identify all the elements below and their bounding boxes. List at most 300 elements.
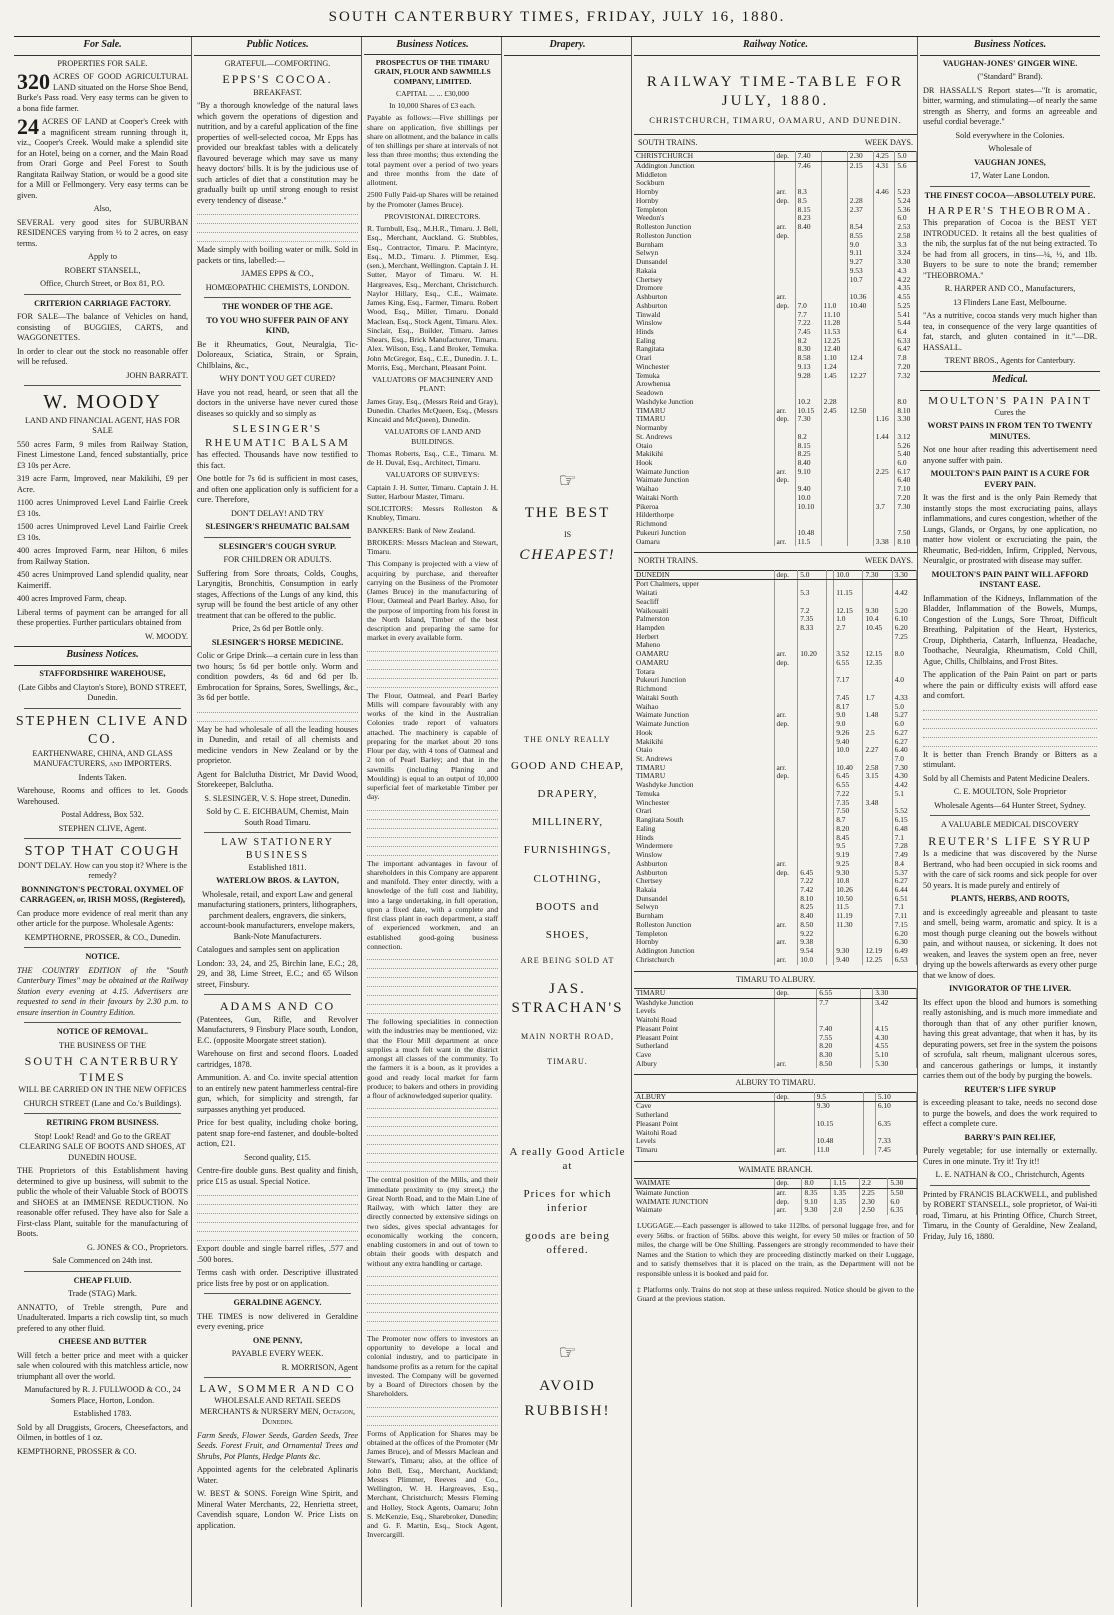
ginger-wine-brand: ("Standard" Brand). [977,72,1043,82]
balsam-text: One bottle for 7s 6d is sufficient in most cases, and often one application only is sufficient for a cure. Therefore, [197,474,358,505]
discovery-heading: A VALUABLE MEDICAL DISCOVERY [941,820,1079,830]
timetable-row [634,998,917,1007]
train-time [873,223,895,232]
arr-dep [774,580,798,589]
train-time: 6.44 [892,886,916,895]
timaru-heading: ALBURY TO TIMARU. [634,1074,917,1091]
train-time: 8.45 [834,834,863,843]
train-time: 7.30 [892,764,916,773]
train-time [798,799,827,808]
train-time [827,755,834,764]
drapery-goods: goods are being offered. [525,1230,610,1257]
timetable-row [634,694,917,703]
timetable-row [634,398,917,407]
arr-dep [774,825,798,834]
timetable-row [634,179,917,188]
albury-timetable [634,988,917,1069]
timetable-row [634,433,917,442]
train-time: 6.53 [892,956,916,965]
train-time: 11.19 [834,912,863,921]
station-name: Tinwald [634,311,774,320]
train-time: 11.15 [834,589,863,598]
column-public-notices [194,37,362,1607]
station-name: Temuka [634,372,774,381]
station-name: Hilderthorpe [634,511,774,520]
timetable-row [634,869,917,878]
train-time: 8.0 [895,398,917,407]
train-time [795,511,821,520]
timetable-row [634,1051,917,1060]
train-time [892,659,916,668]
moody-sub: LAND AND FINANCIAL AGENT, HAS FOR SALE [24,415,181,436]
train-time [798,694,827,703]
horse-text: May be had wholesale of all the leading houses in Dunedin, and retail of all chemists and medicine vendors in New Zealand or by the proprietor. [197,724,358,766]
train-time [863,886,892,895]
train-time [827,589,834,598]
somner-agents: Appointed agents for the celebrated Aplinaris Water. [197,1465,358,1485]
train-time [873,249,895,258]
theobroma-heading: HARPER'S THEOBROMA. [927,205,1093,218]
train-time: 5.10 [875,1092,916,1102]
train-time: 11.28 [821,319,847,328]
station-name: Middleton [634,171,774,180]
pointing-hand-icon: ☞ [558,1342,577,1365]
arr-dep: arr. [774,764,798,773]
train-time [847,538,873,547]
prospectus-body: The following specialities in connection with the industries may be mentioned, viz: that the Flour Mill department at once supplies a much felt want in the district amongst all classes of the community. To the farmers it is a boon, as it provides a good and ready local market for farm produce; to bakers and others in providing a flour of acknowledged superior quality. [367,1017,498,1101]
train-time: 7.22 [798,877,827,886]
train-time: 11.10 [821,311,847,320]
train-time: 8.50 [817,1060,861,1069]
staffordshire-address: (Late Gibbs and Clayton's Store), BOND STREET, Dunedin. [18,682,187,703]
train-time [821,232,847,241]
clive-postal: Postal Address, Box 532. [61,810,144,819]
train-time: 5.40 [895,450,917,459]
train-time: 5.41 [895,311,917,320]
wonder-text: Be it Rheumatics, Gout, Neuralgia, Tic-Doloreaux, Sciatica, Strain, or Sprain, Chilblains, &c., [197,339,358,370]
train-time [847,424,873,433]
station-name: Cave [634,1102,774,1111]
train-time [873,450,895,459]
train-time: 3.3 [895,241,917,250]
train-time: 5.1 [892,790,916,799]
train-time: 10.48 [795,529,821,538]
train-time [873,206,895,215]
train-time: 6.0 [892,720,916,729]
station-name: Templeton [634,206,774,215]
geraldine-signature: R. MORRISON, Agent [281,1362,358,1372]
station-name: Chertsey [634,276,774,285]
station-name: Hampden [634,624,774,633]
train-time [861,1042,873,1051]
train-time [821,188,847,197]
timetable-row [634,921,917,930]
train-time: 1.15 [831,1179,860,1189]
train-time [821,494,847,503]
train-time: 12.25 [863,956,892,965]
barry-heading: BARRY'S PAIN RELIEF, [964,1132,1056,1142]
moody-listing: 1500 acres Unimproved Level Land Fairlie Creek £3 10s. [17,522,188,542]
adams-text: Price for best quality, including choke boring, patent snap fore-end fastener, and double-bolted action, £21. [197,1118,358,1149]
arr-dep: arr. [774,938,798,947]
train-time: 3.7 [873,503,895,512]
train-time [863,921,892,930]
clive-signature: STEPHEN CLIVE, Agent. [58,823,147,833]
train-time [847,494,873,503]
train-time: 9.22 [798,930,827,939]
train-time [863,816,892,825]
south-trains-heading: SOUTH TRAINS. WEEK DAYS. [634,134,917,151]
train-time: 3.24 [895,249,917,258]
train-time: 9.26 [834,729,863,738]
train-time [873,311,895,320]
station-name: TIMARU [634,407,774,416]
train-time: 9.28 [795,372,821,381]
horse-text: Agent for Balclutha District, Mr David Wood, Storekeeper, Balclutha. [197,769,358,790]
train-time: 10.0 [798,956,827,965]
train-time [827,930,834,939]
train-time: 7.1 [892,834,916,843]
train-time: 6.55 [834,659,863,668]
station-name: Dromore [634,284,774,293]
train-time [821,206,847,215]
station-name: Rakaia [634,886,774,895]
drapery-cheapest: CHEAPEST! [519,546,616,563]
ad-24-acres: 24 ACRES OF LAND at Cooper's Creek with a magnificent stream running through it, viz., Cooper's Creek. Would make a splendid site for an Hotel, being on a corner, and the Main Road from Orari Gorge and Peel Forest to South Rangitata Railway Station, or would be a good site for a Mill or Fellmongery. Very easy terms can be given. [17,114,188,200]
moody-listing: 550 acres Farm, 9 miles from Railway Station, Finest Limestone Land, fenced substantially, price £3 10s per Acre. [17,439,188,470]
prospectus-payable: Payable as follows:—Five shillings per share on application, five shillings per share on allotment, and the balance in calls of ten shillings per share at intervals of not less than three months; thus extending the total payment over a period of two years and three months from the date of allotment. [367,113,498,188]
train-time: 9.30 [863,607,892,616]
cocoa-text: This preparation of Cocoa is the BEST YET INTRODUCED. It retains all the best qualities of the nib, the surplus fat of the nut being extracted. To be had from all grocers, in tins—¼, ½, and 1lb. Buyers to be sure to note the brand; remember "THEOBROMA." [923,218,1097,280]
arr-dep [774,615,798,624]
arr-dep [774,842,798,851]
timetable-row [634,249,917,258]
train-time [861,1051,873,1060]
train-time: 4.42 [892,589,916,598]
clive-sub: EARTHENWARE, CHINA, AND GLASS MANUFACTURERS, and IMPORTERS. [32,748,173,768]
train-time: 10.2 [795,398,821,407]
train-time [821,503,847,512]
train-time: 6.51 [892,895,916,904]
train-time [827,633,834,642]
also-text: Also, [93,204,112,214]
train-time: 6.55 [834,781,863,790]
luggage-note: LUGGAGE.—Each passenger is allowed to take 112lbs. of personal luggage free, and for every 56lbs. or fraction of 56lbs. above this weight, for every 50 miles or fraction of 50 miles, the charge will be One Shilling. Passengers are strongly recommended to have their Names and the Station to which they are proceeding distinctly marked on their Luggage, and to satisfy themselves that it is placed on the train, as the Department will not be responsible unless it is booked and paid for. [637,1221,914,1278]
retiring-text: THE Proprietors of this Establishment having determined to give up business, will submit to the public the whole of their Valuable Stock of BOOTS and SHOES at an IMMENSE REDUCTION. No reasonable offer refused. They have also for Sale a First-class Plant, suitable for the manufacturing of Boots. [17,1166,188,1239]
drapery-rubbish: RUBBISH! [524,1403,611,1420]
timetable-row [634,1206,917,1215]
drapery-drapery: DRAPERY, [537,788,598,801]
moody-listing: 319 acre Farm, Improved, near Makikihi, £9 per Acre. [17,474,188,494]
train-time [861,1025,873,1034]
station-name: Waitaki South [634,694,774,703]
train-time [798,825,827,834]
timetable-row [634,1102,917,1111]
drapery-only: THE ONLY REALLY [524,735,611,744]
arr-dep: dep. [774,772,798,781]
train-time [861,1007,873,1016]
station-name: TIMARU [634,415,774,424]
train-time [798,746,827,755]
train-time: 5.0 [892,703,916,712]
train-time [798,781,827,790]
station-name: Pukeuri Junction [634,676,774,685]
train-time [827,624,834,633]
train-time: 6.35 [875,1120,916,1129]
train-time [827,947,834,956]
timetable-row [634,930,917,939]
timetable-row [634,197,917,206]
train-time [827,746,834,755]
moulton-text: The application of the Pain Paint on part or parts where the pain or difficulty exists will afford ease and comfort. [923,670,1097,701]
train-time [827,764,834,773]
train-time [798,676,827,685]
reuter-text: is exceeding pleasant to take, needs no second dose to purge the bowels, and does the work required to effect a complete cure. [923,1098,1097,1129]
arr-dep: arr. [774,650,798,659]
station-name: Waimate Junction [634,1188,774,1197]
station-name: Ashburton [634,869,774,878]
timetable-row [634,877,917,886]
arr-dep [774,249,795,258]
arr-dep [774,694,798,703]
arr-dep [774,1120,814,1129]
train-time [821,415,847,424]
train-time: 7.45 [795,328,821,337]
station-name: Richmond [634,520,774,529]
prospectus-shares: In 10,000 Shares of £3 each. [389,101,476,111]
arr-dep [774,424,795,433]
train-time [798,755,827,764]
train-time [863,589,892,598]
geraldine-price: ONE PENNY, [252,1335,303,1345]
train-time: 5.27 [892,711,916,720]
drapery-really: A really Good Article at [509,1145,626,1172]
train-time [847,520,873,529]
train-time: 7.50 [834,807,863,816]
law-text: Wholesale, retail, and export Law and general manufacturing stationers, printers, lithographers, parchment dealers, engravers, die sinkers, account-book manufacturers, envelope makers, Bank-Note Manufacturers. [197,889,358,941]
train-time: 8.5 [795,197,821,206]
timetable-row [634,633,917,642]
train-time: 5.25 [895,302,917,311]
ginger-wine-wholesale: Wholesale of [988,144,1032,154]
arr-dep [774,790,798,799]
train-time: 8.54 [847,223,873,232]
balsam-name: SLESINGER'S RHEUMATIC BALSAM [205,522,350,532]
train-time: 4.55 [873,1042,917,1051]
timetable-row [634,895,917,904]
train-time: 4.42 [892,781,916,790]
timetable-row [634,442,917,451]
arr-dep: arr. [774,538,795,547]
train-time [827,781,834,790]
moody-listing: 400 acres Improved Farm, cheap. [17,594,127,604]
train-time: 9.0 [834,711,863,720]
train-time: 6.35 [888,1206,917,1215]
train-time: 2.28 [847,197,873,206]
station-name: Hinds [634,328,774,337]
train-time [795,380,821,389]
drapery-best: THE BEST [524,505,611,522]
arr-dep [774,450,795,459]
timetable-row [634,781,917,790]
arr-dep: dep. [774,1179,802,1189]
station-name: OAMARU [634,659,774,668]
horse-text: Colic or Gripe Drink—a certain cure in less than two hours; 5s 6d per bottle only. Worm and condition powders, 4s 6d and 6d per lb. Embrocation for Sprains, Sores, Swellings, &c., 3s 6d per bottle. [197,651,358,703]
column-heading: For Sale. [14,37,191,56]
train-time [864,1137,875,1146]
train-time: 3.48 [863,799,892,808]
somner-heading: LAW, SOMMER AND CO [199,1383,356,1396]
valuators-list: James Gray, Esq., (Messrs Reid and Gray), Dunedin. Charles McQueen, Esq., (Messrs Kincaid and McQueen), Dunedin. [367,396,498,425]
train-time: 7.33 [875,1137,916,1146]
drapery-good: GOOD AND CHEAP, [510,760,625,773]
geraldine-text: THE TIMES is now delivered in Geraldine every evening, price [197,1311,358,1332]
train-time [821,171,847,180]
train-time: 11.0 [814,1146,864,1155]
train-time: 7.46 [795,162,821,171]
timetable-row [634,1060,917,1069]
station-name: Makikihi [634,450,774,459]
train-time [798,668,827,677]
train-time [827,580,834,589]
law-catalogues: Catalogues and samples sent on application [197,945,340,955]
train-time [861,1060,873,1069]
arr-dep: arr. [774,1146,814,1155]
train-time: 8.20 [834,825,863,834]
prospectus-body: The important advantages in favour of shareholders in this Company are apparent and manifold. They enter directly, with a knowledge of the full cost and liability, into a large undertaking, in full operation, upon a fixed date, with a complete and first class plant in each department, a staff of experienced workmen, and an established good-going business connection. [367,858,498,951]
moody-listing: 400 acres Improved Farm, near Hilton, 6 miles from Railway Station. [17,546,188,566]
moody-signature: W. MOODY. [145,631,188,641]
manufacturer-text: Manufactured by R. J. FULLWOOD & CO., 24 Somers Place, Horton, London. [24,1385,181,1405]
train-time [847,450,873,459]
timetable-row [634,624,917,633]
train-time: 7.0 [892,755,916,764]
valuators2-list: Thomas Roberts, Esq., C.E., Timaru. M. de H. Duval, Esq., Architect, Timaru. [367,448,498,468]
epps-chemists: HOMŒOPATHIC CHEMISTS, LONDON. [205,282,350,292]
train-time: 2.25 [859,1188,888,1197]
epps-signature: JAMES EPPS & CO., [241,269,314,279]
train-time [798,764,827,773]
train-time [827,869,834,878]
train-time [827,851,834,860]
train-time [827,607,834,616]
train-time: 7.28 [892,842,916,851]
station-name: Waimate Junction [634,720,774,729]
train-time: 7.45 [875,1146,916,1155]
valuators-heading: VALUATORS OF MACHINERY AND PLANT: [372,375,493,394]
train-time [827,570,834,580]
station-name: Ashburton [634,293,774,302]
arr-dep [774,834,798,843]
train-time [861,1016,873,1025]
train-time [864,1102,875,1111]
train-time [895,171,917,180]
prospectus-body: The Flour, Oatmeal, and Pearl Barley Mills will compare favourably with any works of the kind in the Australian Colonies trade report of valuators attached. The machinery is capable of preparing for the market about 20 tons Flour per day, with 4 tons of Oatmeal and 2 ton of Pearl Barley; and that in the sawmills (including Planing and Moulding) is equal to an output of 10,000 superficial feet of marketable Timber per day. [367,690,498,802]
train-time [795,232,821,241]
arr-dep [774,746,798,755]
station-name: Rolleston Junction [634,921,774,930]
train-time: 6.45 [834,772,863,781]
train-time [847,179,873,188]
train-time: 10.40 [834,764,863,773]
timetable-row [634,267,917,276]
train-time [821,276,847,285]
train-time [873,241,895,250]
arr-dep [774,877,798,886]
train-time: 5.24 [895,197,917,206]
train-time: 9.30 [834,869,863,878]
train-time [795,258,821,267]
timetable-row [634,450,917,459]
arr-dep [774,807,798,816]
station-name: Ashburton [634,302,774,311]
timetable-row [634,241,917,250]
train-time [821,485,847,494]
drapery-is: IS [563,529,572,539]
train-time [847,442,873,451]
drapery-millinery: MILLINERY, [531,816,604,829]
arr-dep: dep. [774,869,798,878]
station-name: Waimate Junction [634,468,774,477]
arr-dep [774,162,795,171]
horse-signature: S. SLESINGER, V. S. Hope street, Dunedin. [204,793,351,803]
timetable-row [634,903,917,912]
timetable-row [634,284,917,293]
horse-heading: SLESINGER'S HORSE MEDICINE. [211,637,344,647]
timetable-row [634,746,917,755]
train-time: 5.23 [895,188,917,197]
timetable-row [634,580,917,589]
train-time [795,171,821,180]
station-name: Burnham [634,241,774,250]
train-time: 4.0 [892,676,916,685]
timetable-row [634,825,917,834]
moulton-text: It is better than French Brandy or Bitters as a stimulant. [923,749,1097,770]
train-time: 7.7 [795,311,821,320]
station-name: Normanby [634,424,774,433]
train-time: 6.27 [892,738,916,747]
arr-dep [774,372,795,381]
station-name: Burnham [634,912,774,921]
removal-text: THE BUSINESS OF THE [59,1040,146,1050]
train-time: 8.0 [892,650,916,659]
train-time [847,328,873,337]
train-time: 8.20 [817,1042,861,1051]
station-name: Palmerston [634,615,774,624]
arr-dep [774,363,795,372]
train-time [817,1007,861,1016]
train-time: 12.40 [821,345,847,354]
cheese-text: Will fetch a better price and meet with a quicker sale when coloured with this matchless article, now triumphant all over the world. [17,1350,188,1381]
train-time [873,511,895,520]
train-time: 10.20 [798,650,827,659]
train-time [798,816,827,825]
timetable-row [634,258,917,267]
train-time: 6.49 [892,947,916,956]
train-time: 2.30 [859,1198,888,1207]
train-time [827,694,834,703]
train-time: 6.27 [892,729,916,738]
train-time: 6.48 [892,825,916,834]
timetable-row [634,162,917,171]
station-name: Cave [634,1051,774,1060]
arr-dep: dep. [774,302,795,311]
train-time: 10.0 [795,494,821,503]
train-time: 3.12 [895,433,917,442]
train-time: 6.20 [892,930,916,939]
train-time [863,633,892,642]
cough-signature: KEMPTHORNE, PROSSER, & CO., Dunedin. [24,932,181,942]
